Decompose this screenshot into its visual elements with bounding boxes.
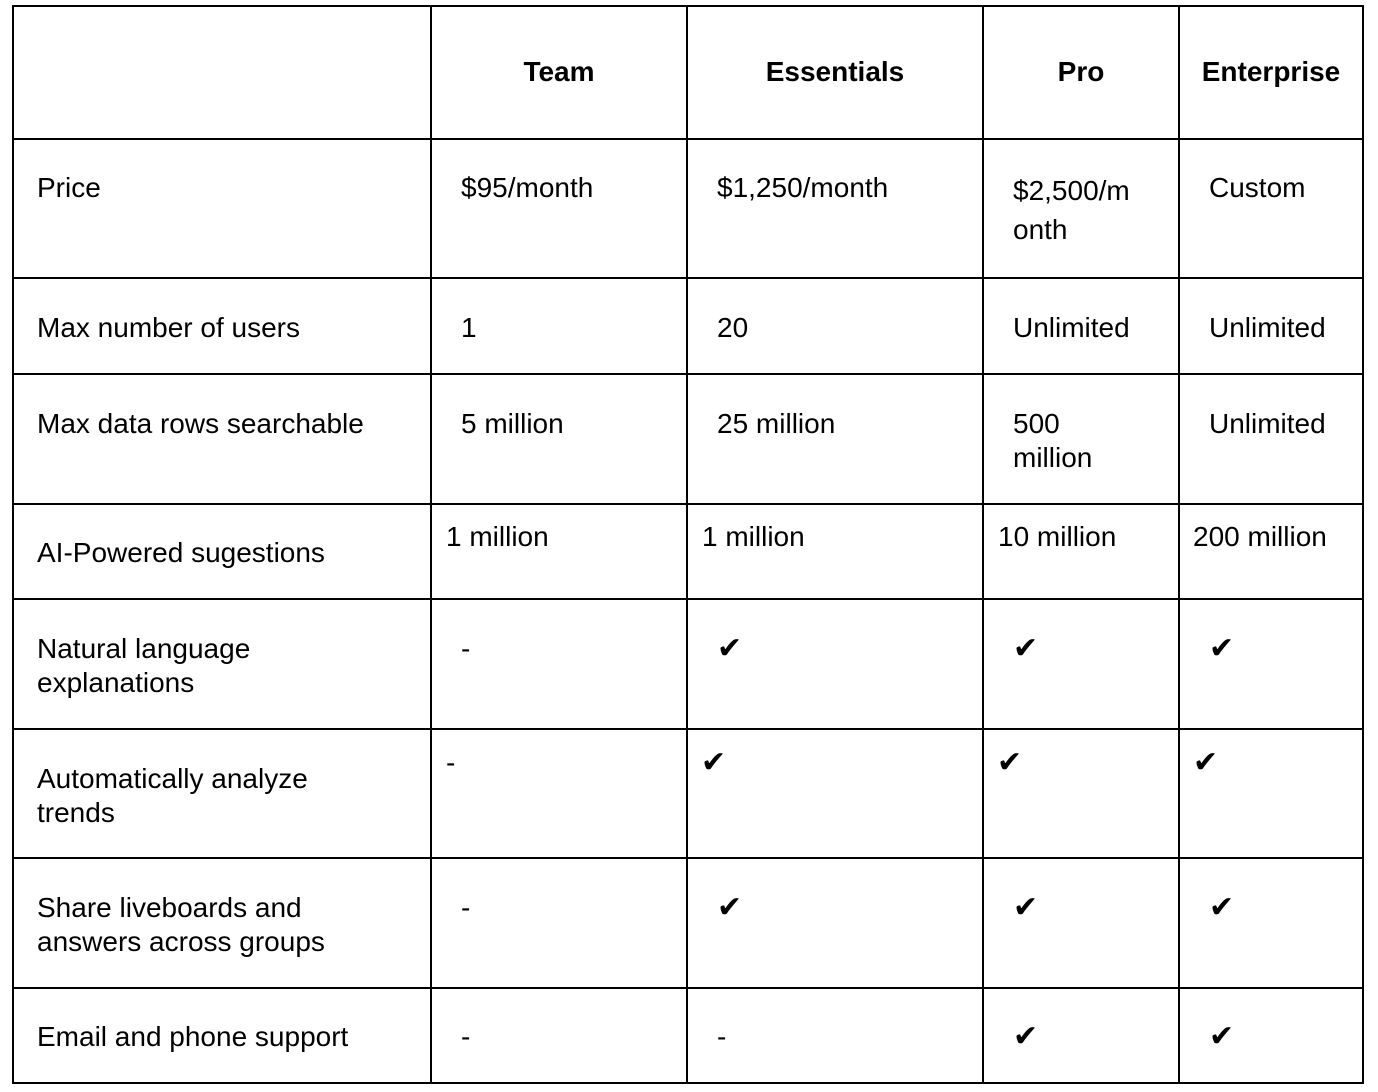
cell-datarows-enterprise: Unlimited	[1209, 408, 1326, 439]
cell-share-essentials: ✔	[717, 890, 743, 925]
cell-nl-team: -	[461, 633, 471, 664]
row-label-natural-language: Natural language explanations	[37, 633, 251, 698]
column-header-essentials: Essentials	[765, 56, 905, 87]
cell-ai-enterprise: 200 million	[1193, 521, 1327, 552]
cell-support-pro: ✔	[1013, 1019, 1039, 1054]
cell-datarows-team: 5 million	[461, 408, 564, 439]
cell-nl-essentials: ✔	[717, 631, 743, 666]
column-header-enterprise: Enterprise	[1201, 56, 1341, 87]
cell-trends-essentials: ✔	[701, 745, 727, 780]
cell-ai-pro: 10 million	[998, 521, 1117, 552]
cell-share-team: -	[461, 892, 471, 923]
cell-nl-pro: ✔	[1013, 631, 1039, 666]
row-label-ai-suggestions: AI-Powered sugestions	[37, 537, 325, 568]
cell-support-essentials: -	[717, 1021, 727, 1052]
row-label-price: Price	[37, 172, 101, 203]
row-label-share-liveboards: Share liveboards and answers across groups	[37, 892, 325, 957]
cell-price-essentials: $1,250/month	[717, 172, 889, 203]
cell-price-pro: $2,500/month	[1013, 175, 1130, 245]
cell-users-essentials: 20	[717, 312, 749, 343]
cell-datarows-essentials: 25 million	[717, 408, 836, 439]
cell-nl-enterprise: ✔	[1209, 631, 1235, 666]
cell-users-pro: Unlimited	[1013, 312, 1130, 343]
cell-users-team: 1	[461, 312, 477, 343]
row-label-analyze-trends: Automatically analyze trends	[37, 763, 308, 828]
column-header-team: Team	[523, 56, 595, 87]
cell-ai-essentials: 1 million	[702, 521, 805, 552]
cell-share-pro: ✔	[1013, 890, 1039, 925]
cell-users-enterprise: Unlimited	[1209, 312, 1326, 343]
cell-share-enterprise: ✔	[1209, 890, 1235, 925]
column-header-pro: Pro	[1057, 56, 1105, 87]
row-label-email-phone-support: Email and phone support	[37, 1021, 349, 1052]
cell-price-team: $95/month	[461, 172, 594, 203]
cell-price-enterprise: Custom	[1209, 172, 1306, 203]
cell-ai-team: 1 million	[446, 521, 549, 552]
row-label-max-data-rows: Max data rows searchable	[37, 408, 364, 439]
cell-trends-team: -	[446, 747, 456, 778]
cell-support-enterprise: ✔	[1209, 1019, 1235, 1054]
row-label-max-users: Max number of users	[37, 312, 300, 343]
cell-datarows-pro: 500 million	[1013, 408, 1093, 473]
cell-trends-enterprise: ✔	[1193, 745, 1219, 780]
cell-support-team: -	[461, 1021, 471, 1052]
cell-trends-pro: ✔	[997, 745, 1023, 780]
